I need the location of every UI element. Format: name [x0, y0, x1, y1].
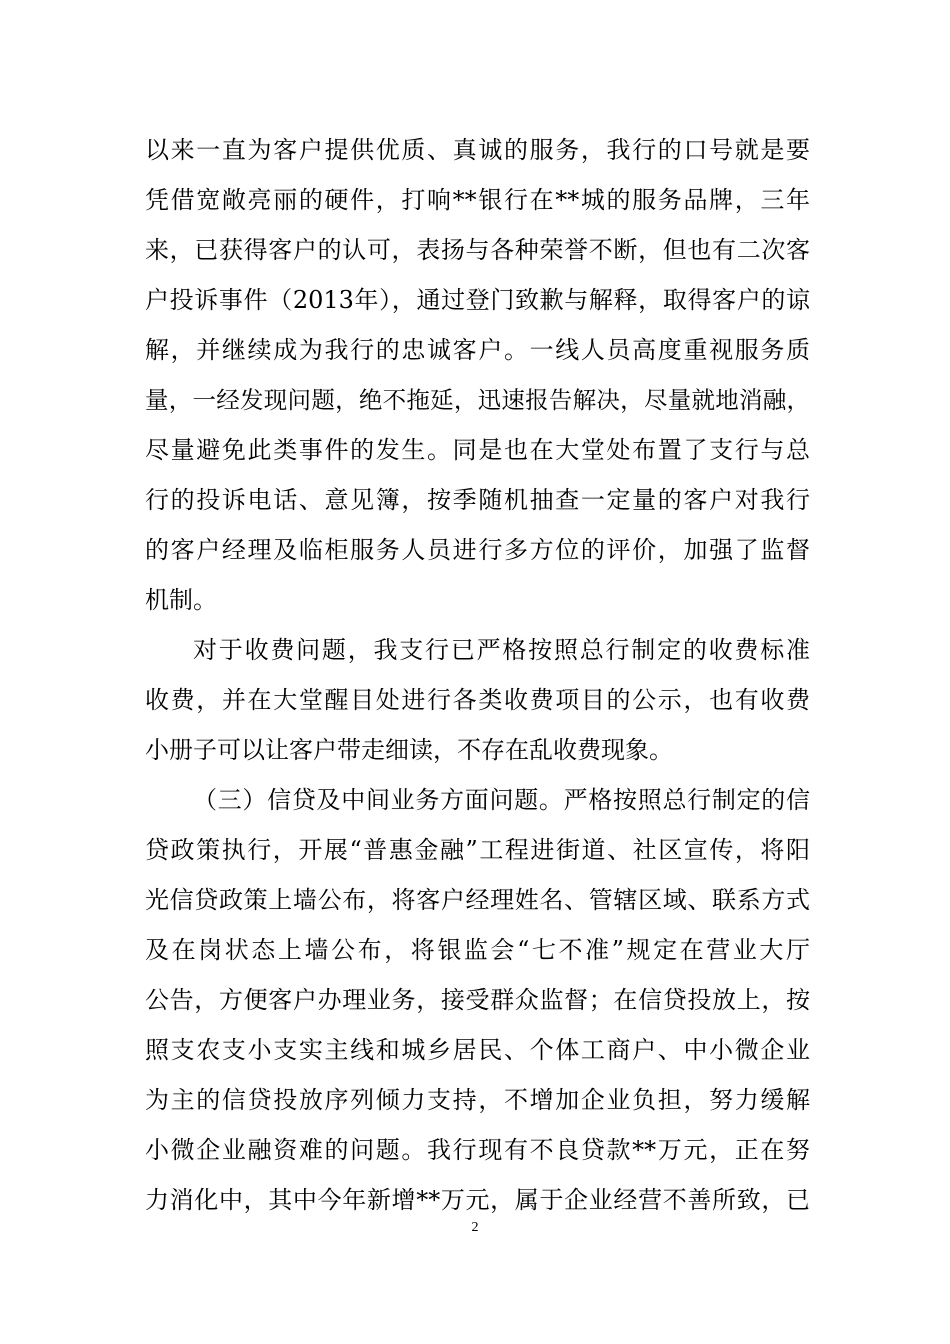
text-line: （三）信贷及中间业务方面问题。严格按照总行制定的信 — [193, 786, 810, 814]
text-line: 力消化中，其中今年新增**万元，属于企业经营不善所致，已 — [145, 1186, 810, 1214]
text-line: 量，一经发现问题，绝不拖延，迅速报告解决，尽量就地消融， — [145, 386, 810, 414]
text-line: 照支农支小支实主线和城乡居民、个体工商户、中小微企业 — [145, 1036, 810, 1064]
text-line: 行的投诉电话、意见簿，按季随机抽查一定量的客户对我行 — [145, 486, 810, 514]
text-line: 贷政策执行，开展“普惠金融”工程进街道、社区宣传，将阳 — [145, 836, 810, 864]
text-line: 户投诉事件（2013年），通过登门致歉与解释，取得客户的谅 — [145, 286, 810, 314]
text-line: 凭借宽敞亮丽的硬件，打响**银行在**城的服务品牌，三年 — [145, 186, 810, 214]
text-line: 收费，并在大堂醒目处进行各类收费项目的公示，也有收费 — [145, 686, 810, 714]
text-line: 来，已获得客户的认可，表扬与各种荣誉不断，但也有二次客 — [145, 236, 810, 264]
text-line: 尽量避免此类事件的发生。同是也在大堂处布置了支行与总 — [145, 436, 810, 464]
text-line: 以来一直为客户提供优质、真诚的服务，我行的口号就是要 — [145, 136, 810, 164]
text-line: 机制。 — [145, 586, 217, 614]
text-line: 解，并继续成为我行的忠诚客户。一线人员高度重视服务质 — [145, 336, 810, 364]
text-line: 为主的信贷投放序列倾力支持，不增加企业负担，努力缓解 — [145, 1086, 810, 1114]
text-line: 小册子可以让客户带走细读，不存在乱收费现象。 — [145, 736, 673, 764]
text-line: 的客户经理及临柜服务人员进行多方位的评价，加强了监督 — [145, 536, 810, 564]
text-line: 对于收费问题，我支行已严格按照总行制定的收费标准 — [193, 636, 810, 664]
text-line: 光信贷政策上墙公布，将客户经理姓名、管辖区域、联系方式 — [145, 886, 810, 914]
text-line: 公告，方便客户办理业务，接受群众监督；在信贷投放上，按 — [145, 986, 810, 1014]
text-line: 小微企业融资难的问题。我行现有不良贷款**万元，正在努 — [145, 1136, 810, 1164]
text-line: 及在岗状态上墙公布，将银监会“七不准”规定在营业大厅 — [145, 936, 810, 964]
page-number: 2 — [471, 1220, 479, 1235]
